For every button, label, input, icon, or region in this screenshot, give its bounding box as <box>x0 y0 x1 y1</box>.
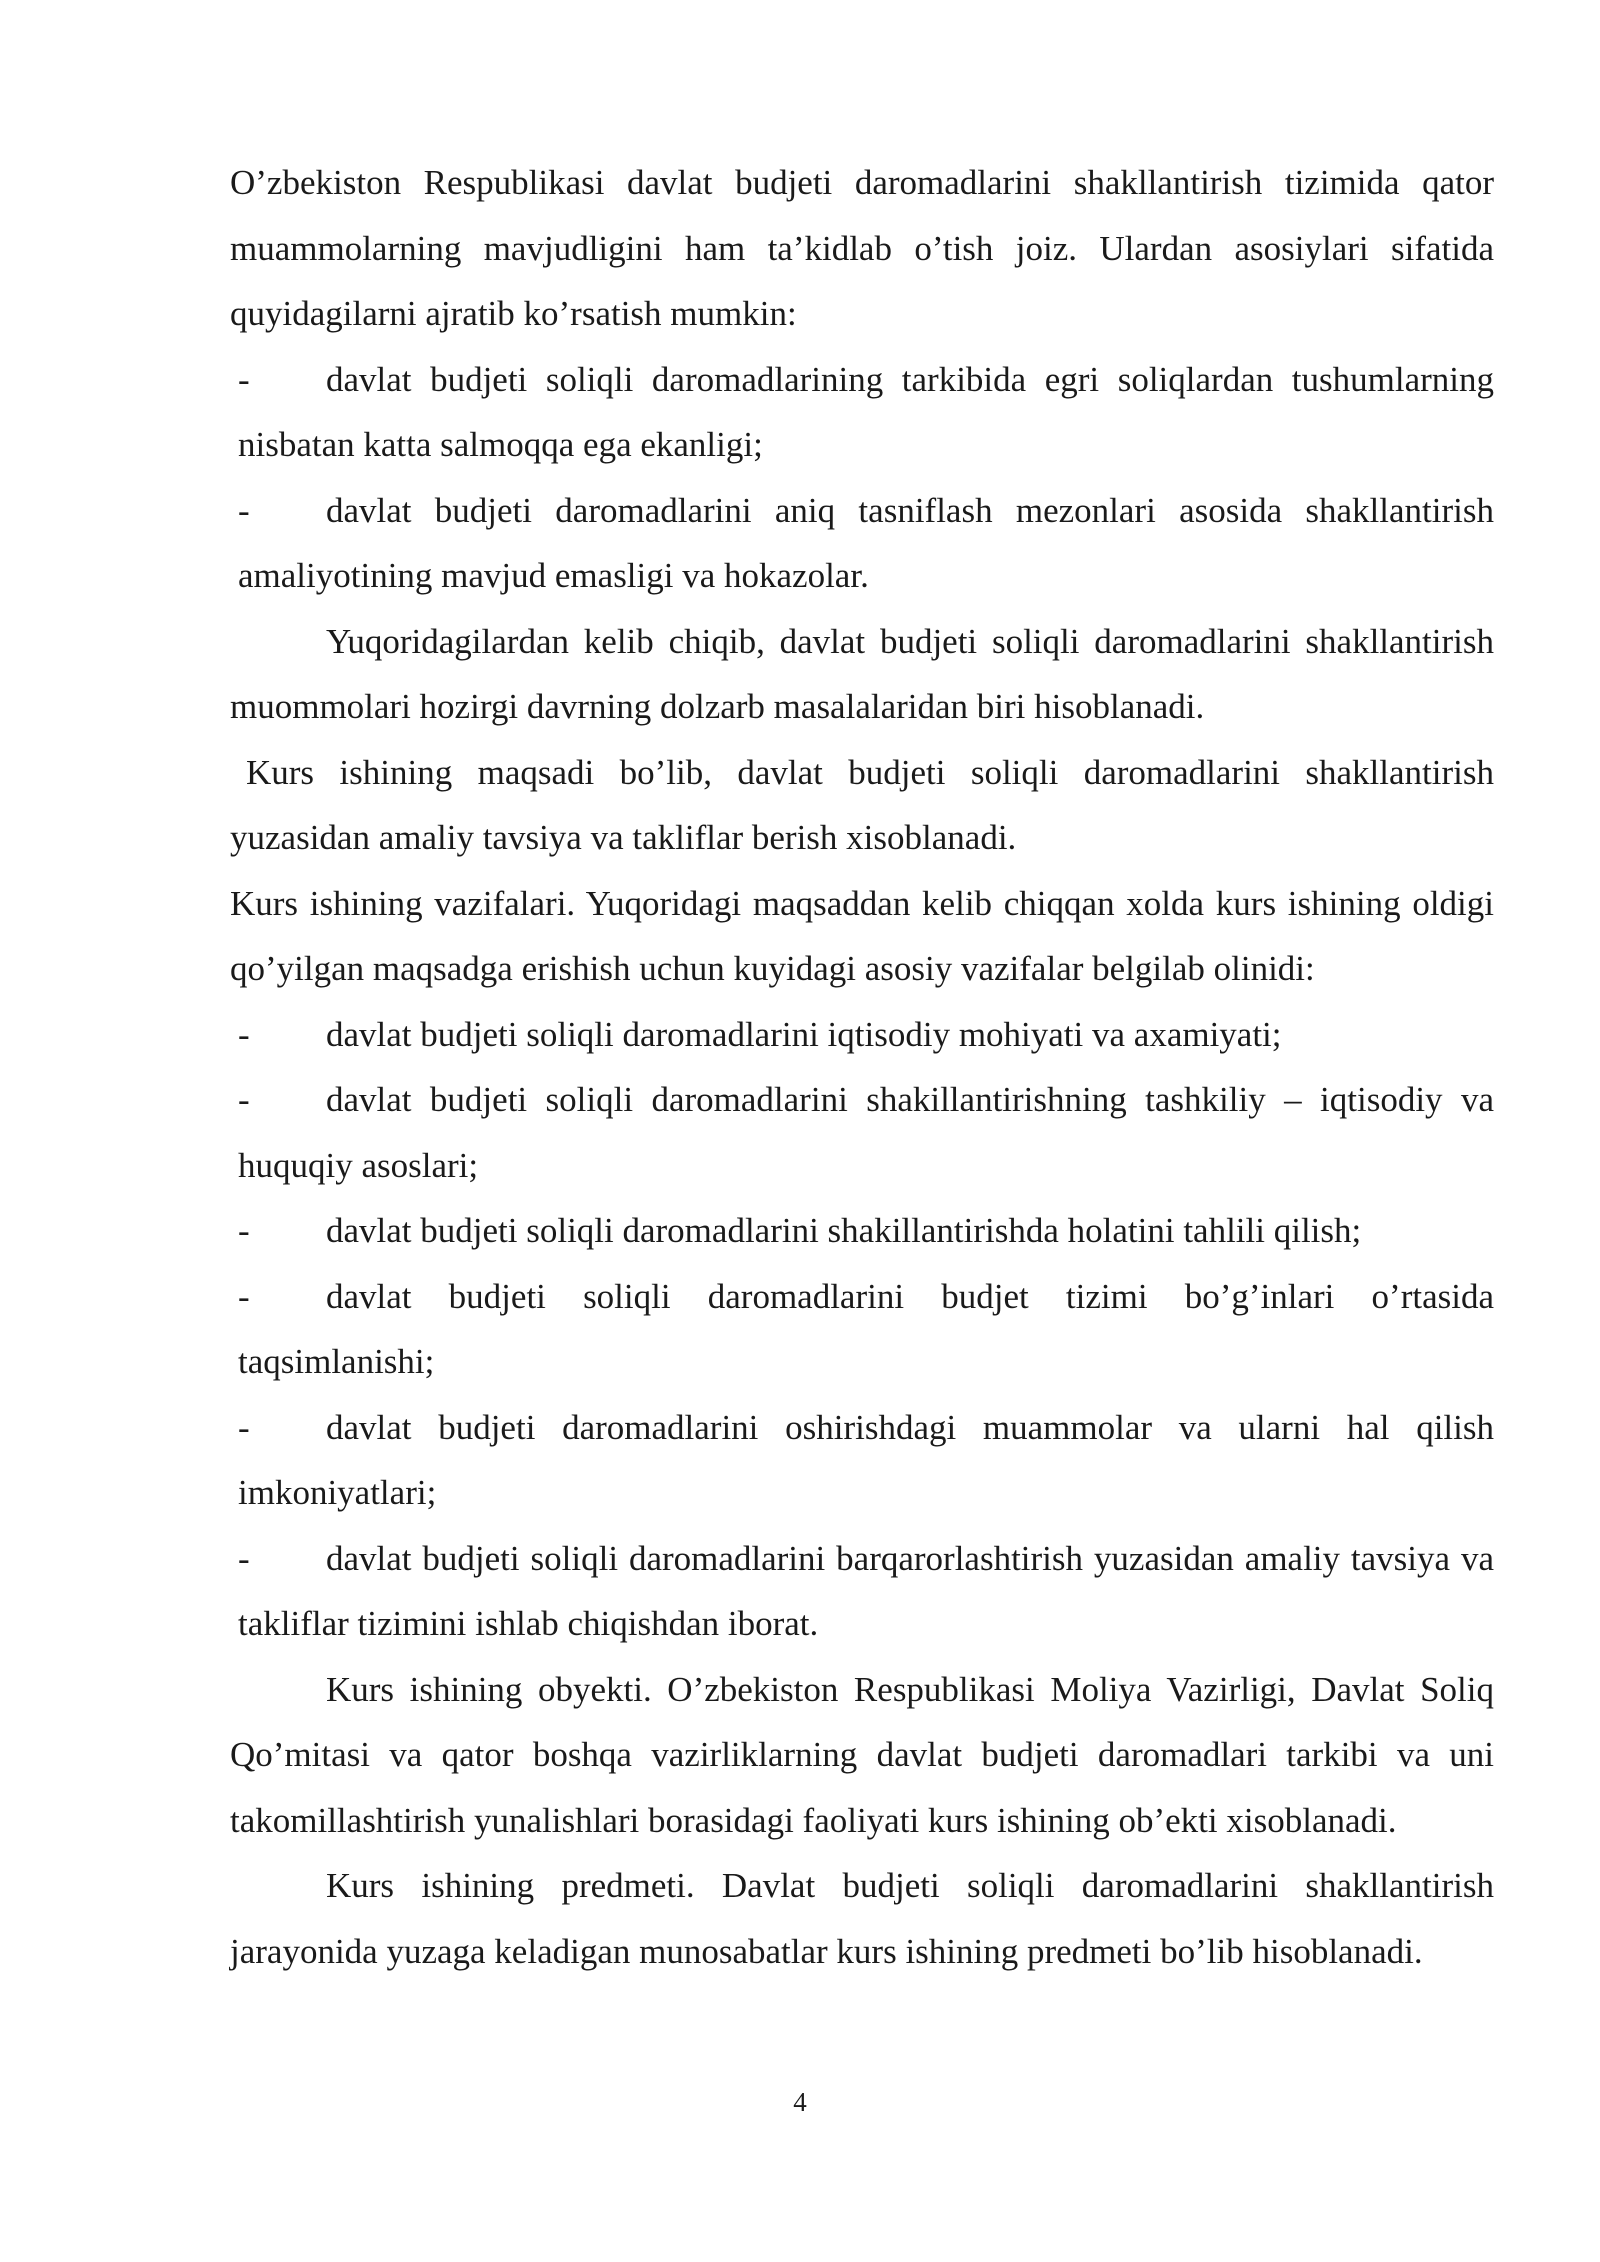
tasks-list <box>230 1002 1494 1657</box>
list-item-text: davlat budjeti daromadlarini oshirishdagi muammolar va ularni hal qilish imkoniyatlari; <box>238 1407 1494 1512</box>
list-item <box>230 1067 1494 1198</box>
list-dash: - <box>238 1276 250 1316</box>
paragraph-tasks: Kurs ishining vazifalari. Yuqoridagi maqsaddan kelib chiqqan xolda kurs ishining oldigi qo’yilgan maqsadga erishish uchun kuyidagi asosiy vazifalar belgilab olinidi: <box>230 883 1494 988</box>
page-body <box>230 150 1494 1984</box>
page-number: 4 <box>793 2087 807 2117</box>
paragraph-subject: Kurs ishining predmeti. Davlat budjeti soliqli daromadlarini shakllantirish jarayonida yuzaga keladigan munosabatlar kurs ishining predmeti bo’lib hisoblanadi. <box>230 1866 1494 1971</box>
list-item <box>230 478 1494 609</box>
list-item-text: davlat budjeti soliqli daromadlarini budjet tizimi bo’g’inlari o’rtasida taqsimlanishi; <box>238 1276 1494 1381</box>
list-item <box>230 1395 1494 1526</box>
list-item-text: davlat budjeti soliqli daromadlarini iqtisodiy mohiyati va axamiyati; <box>326 1014 1282 1054</box>
list-item <box>230 1264 1494 1395</box>
list-item <box>230 347 1494 478</box>
list-item-text: davlat budjeti soliqli daromadlarini shakillantirishda holatini tahlili qilish; <box>326 1211 1362 1250</box>
list-dash: - <box>238 1538 250 1578</box>
list-dash: - <box>238 1014 250 1054</box>
list-item-text: davlat budjeti soliqli daromadlarini shakillantirishning tashkiliy – iqtisodiy va huquqiy asoslari; <box>238 1080 1494 1185</box>
problems-list <box>230 347 1494 609</box>
paragraph-relevance: Yuqoridagilardan kelib chiqib, davlat budjeti soliqli daromadlarini shakllantirish muommolari hozirgi davrning dolzarb masalalaridan biri hisoblanadi. <box>230 621 1494 726</box>
paragraph-goal: Kurs ishining maqsadi bo’lib, davlat budjeti soliqli daromadlarini shakllantirish yuzasidan amaliy tavsiya va takliflar berish xisoblanadi. <box>230 752 1494 857</box>
paragraph-object: Kurs ishining obyekti. O’zbekiston Respublikasi Moliya Vazirligi, Davlat Soliq Qo’mitasi va qator boshqa vazirliklarning davlat budjeti daromadlari tarkibi va uni takomillashtirish yunalishlari borasidagi faoliyati kurs ishining ob’ekti xisoblanadi. <box>230 1669 1494 1840</box>
list-item-text: davlat budjeti soliqli daromadlarining tarkibida egri soliqlardan tushumlarning nisbatan katta salmoqqa ega ekanligi; <box>238 359 1494 464</box>
list-item <box>230 1002 1494 1068</box>
list-dash: - <box>238 1407 250 1447</box>
list-item <box>230 1198 1494 1264</box>
list-dash: - <box>238 1080 250 1119</box>
list-item-text: davlat budjeti daromadlarini aniq tasniflash mezonlari asosida shakllantirish amaliyotining mavjud emasligi va hokazolar. <box>238 490 1494 595</box>
list-item-text: davlat budjeti soliqli daromadlarini barqarorlashtirish yuzasidan amaliy tavsiya va takliflar tizimini ishlab chiqishdan iborat. <box>238 1538 1494 1643</box>
list-dash: - <box>238 490 250 530</box>
list-dash: - <box>238 359 250 399</box>
paragraph-intro: O’zbekiston Respublikasi davlat budjeti daromadlarini shakllantirish tizimida qator muammolarning mavjudligini ham ta’kidlab o’tish joiz. Ulardan asosiylari sifatida quyidagilarni ajratib ko’rsatish mumkin: <box>230 163 1494 333</box>
list-dash: - <box>238 1211 250 1250</box>
list-item <box>230 1526 1494 1657</box>
